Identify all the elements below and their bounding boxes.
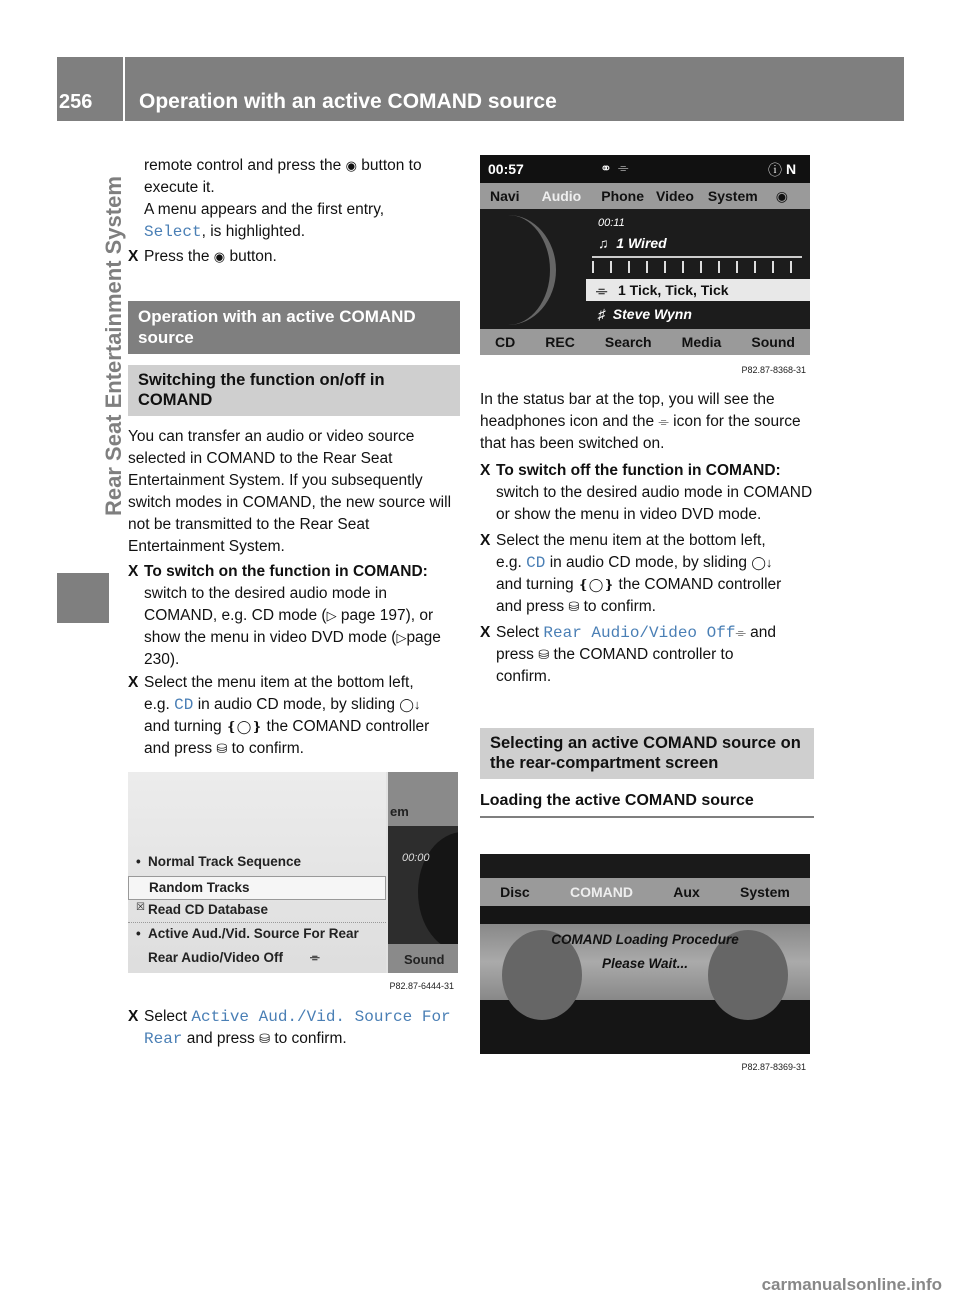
audio-screenshot: 00:57 ⚭ ⌯ ⓘ N Navi Audio Phone Video System ◉ 00:11 ♫ 1 Wired ⌯ 1 Tick, Tick, Tick ♯ Steve Wynn CD REC Search Media Sound P82.87-8368-31 [480,155,810,377]
step-press-ok: X Press the ◉ button. [128,246,460,268]
disc-image [418,832,458,952]
rse-icon: ⌯ [658,414,669,429]
rse-icon: ⌯ [310,950,320,964]
turn-controller-icon: ❴◯❵ [225,719,263,734]
footer-watermark: carmanualsonline.info [761,1275,942,1294]
turn-controller-icon: ❴◯❵ [577,577,615,592]
chapter-sidebar [57,121,126,571]
press-controller-icon: ⛁ [259,1031,271,1046]
step-marker-icon: X [128,674,139,691]
source-menu: Disc COMAND Aux System [480,878,810,906]
main-menu: Navi Audio Phone Video System ◉ [480,183,810,209]
left-column [128,155,460,760]
chapter-title: Rear Seat Entertainment System [101,176,126,516]
page-ref-icon: ▷ [326,608,337,623]
step-select-active-source: X Select Active Aud./Vid. Source For Rear and press ⛁ to confirm. [128,1008,451,1048]
headphones-icon: ⚭ [600,160,612,176]
ok-button-icon: ◉ [213,249,226,264]
select-code: Select [144,223,202,241]
music-note-icon: ♫ [598,235,609,251]
rse-icon: ⌯ [618,160,629,175]
step-marker-icon: X [480,462,491,479]
ok-button-icon: ◉ [345,158,357,173]
side-panel: em 00:00 Sound [388,772,458,993]
figure-ref: P82.87-8369-31 [741,1062,806,1072]
section-heading: Operation with an active COMAND source [128,301,460,354]
tick-marks [592,261,802,273]
subsection-heading: Switching the function on/off in COMAND [128,365,460,416]
menu-screenshot [128,772,458,993]
bottom-menu: CD REC Search Media Sound [480,329,810,355]
subsection-heading: Loading the active COMAND source [480,790,814,818]
page-number: 256 [59,91,93,113]
status-bar: 00:57 ⚭ ⌯ ⓘ N [480,155,810,183]
step-marker-icon: X [128,1008,139,1025]
active-source-code: Active Aud./Vid. Source For [191,1008,451,1026]
right-column [480,389,814,818]
step-select-menu: X Select the menu item at the bottom left, e.g. CD in audio CD mode, by sliding ◯↓ and turning ❴◯❵ the COMAND controller and press ⛁ to confirm. [128,672,460,760]
intro-paragraph: You can transfer an audio or video source selected in COMAND to the Rear Seat Entertainment System. If you subsequently switch modes in COMAND, the new source will not be transmitted to the Rear Seat Entertainment System. [128,428,452,555]
menu-item: ☒ Read CD Database [128,900,386,923]
disc-image [480,215,556,325]
rse-icon: ⌯ [596,282,608,298]
step-marker-icon: X [128,248,139,265]
active-source-code-cont: Rear [144,1030,183,1048]
chapter-tab [57,573,109,623]
step-marker-icon: X [480,624,491,641]
sound-label: Sound [404,952,445,967]
cd-code: CD [526,554,546,572]
menu-item: Rear Audio/Video Off ⌯ [148,950,320,965]
figure-ref: P82.87-6444-31 [389,981,454,991]
step-switch-off: X To switch off the function in COMAND: switch to the desired audio mode in COMAND or show the menu in video DVD mode. [480,462,813,523]
intro-text: remote control and press the ◉ button to execute it. A menu appears and the first entry, Select, is highlighted. [144,157,422,241]
slide-down-icon: ◯↓ [751,555,773,570]
menu-item: • Normal Track Sequence [136,854,302,869]
progress-track [592,256,802,258]
page-header [57,57,904,121]
cd-code: CD [174,696,194,714]
status-paragraph: In the status bar at the top, you will see the headphones icon and the ⌯ icon for the source that has been switched on. [480,391,801,452]
step-switch-on: X To switch on the function in COMAND: switch to the desired audio mode in COMAND, e.g. CD mode (▷ page 197), or show the menu in video DVD mode (▷page 230). [128,563,441,668]
slide-down-icon: ◯↓ [399,697,421,712]
header-divider [123,57,125,121]
page-title: Operation with an active COMAND source [139,90,557,113]
step-marker-icon: X [480,532,491,549]
section-heading: Selecting an active COMAND source on the rear-compartment screen [480,728,814,779]
left-column-end [128,1006,460,1050]
info-icon: ⓘ [768,162,782,178]
press-controller-icon: ⛁ [216,741,228,756]
loading-screenshot [480,854,810,1074]
menu-item-highlighted: Random Tracks [128,876,386,900]
rear-off-code: Rear Audio/Video Off [543,624,736,642]
globe-icon: ◉ [775,187,788,204]
loading-panel: COMAND Loading Procedure Please Wait... [480,924,810,1000]
step-marker-icon: X [128,563,139,580]
step-select-menu: X Select the menu item at the bottom left, e.g. CD in audio CD mode, by sliding ◯↓ and turning ❴◯❵ the COMAND controller and press ⛁ to confirm. [480,530,814,618]
page-ref-icon: ▷ [396,630,407,645]
menu-item: • Active Aud./Vid. Source For Rear [136,926,359,941]
step-select-rear-off: X Select Rear Audio/Video Off⌯ and press ⛁ the COMAND controller to confirm. [480,624,777,685]
press-controller-icon: ⛁ [568,599,580,614]
rse-icon: ⌯ [735,625,746,640]
track-row-highlighted: ⌯ 1 Tick, Tick, Tick [586,279,810,301]
press-controller-icon: ⛁ [538,647,550,662]
figure-ref: P82.87-8368-31 [741,365,806,375]
artist-icon: ♯ [598,306,605,322]
